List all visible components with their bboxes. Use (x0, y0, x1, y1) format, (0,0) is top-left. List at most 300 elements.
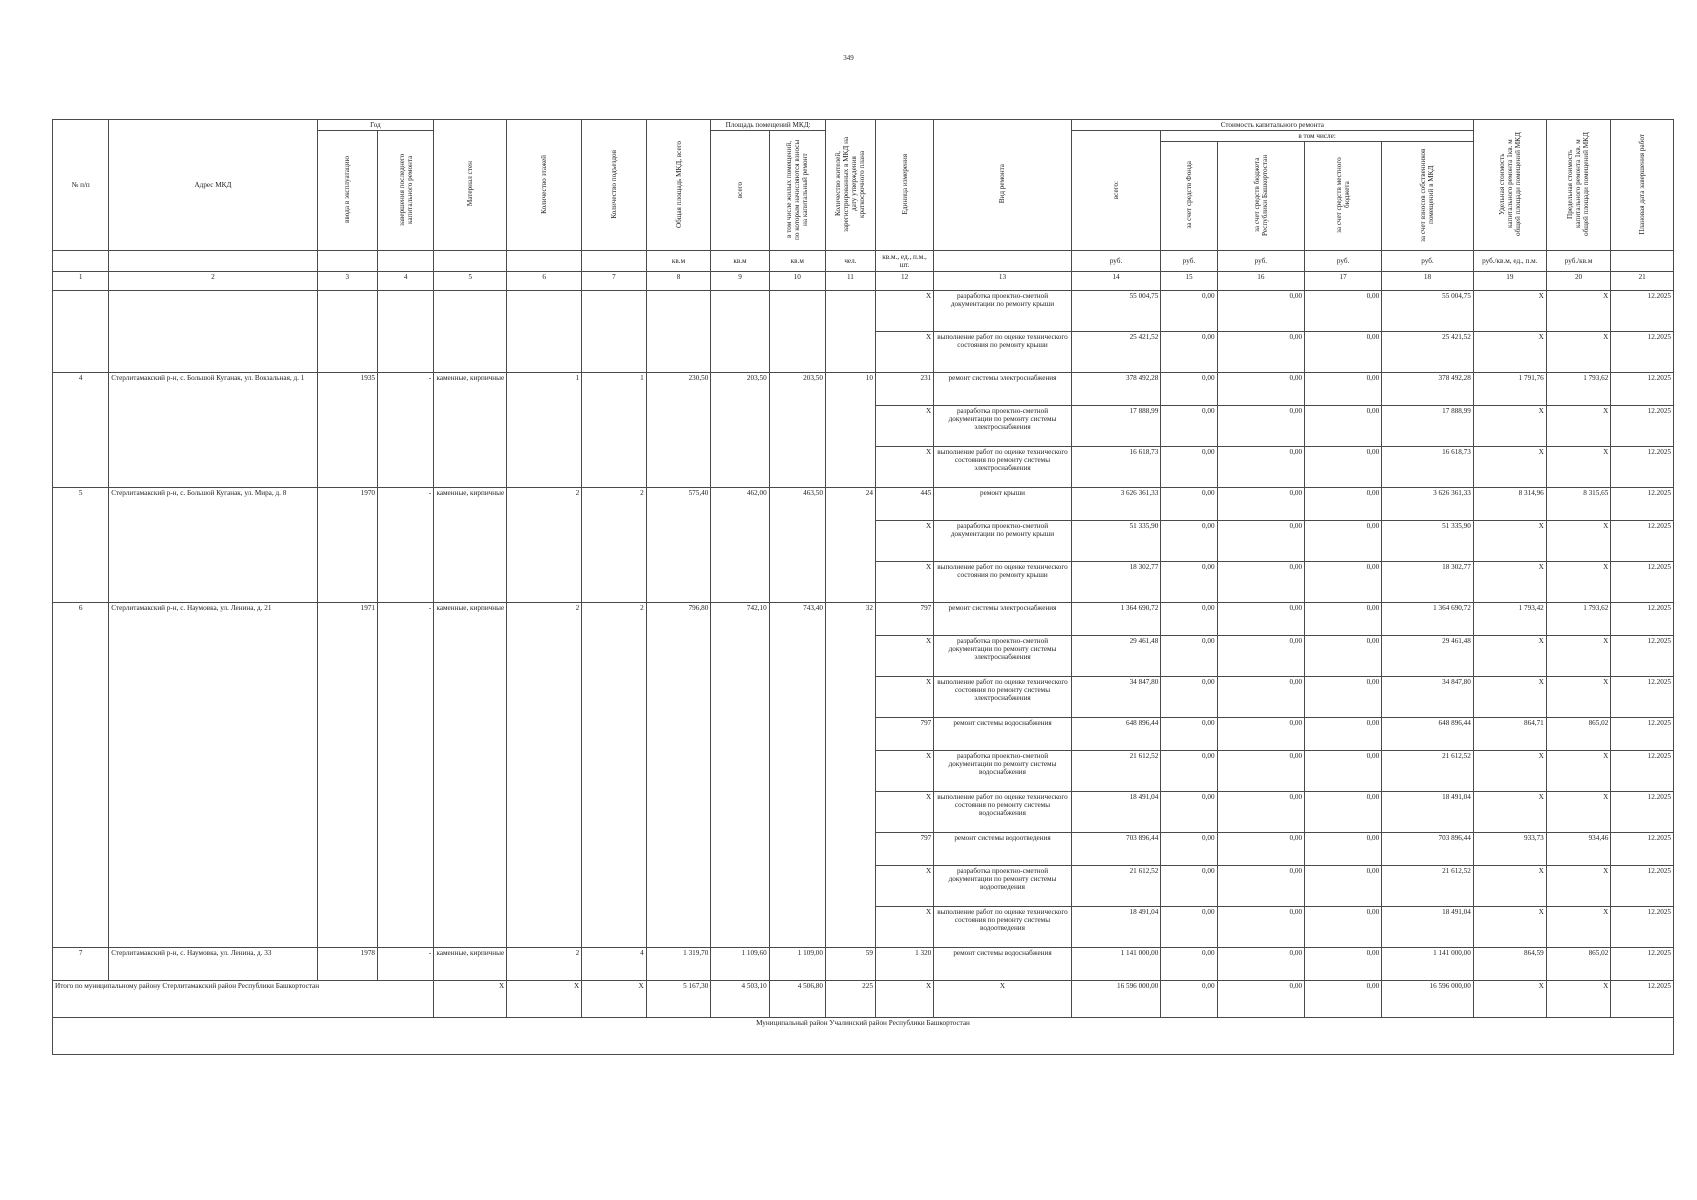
cell-unit: Х (875, 332, 933, 373)
cell-continued (109, 291, 317, 373)
total-work-type: Х (934, 981, 1072, 1018)
cell-max-cost: 1 793,62 (1546, 603, 1611, 636)
section-row (53, 1018, 1674, 1055)
cell-unit-cost: 1 793,42 (1473, 603, 1546, 636)
table-row (53, 373, 1674, 406)
cell-unit: Х (875, 447, 933, 488)
cell-residents: 59 (825, 948, 875, 981)
column-number: 7 (582, 272, 647, 291)
cell-address: Стерлитамакский р-н, с. Наумовка, ул. Ленина, д. 33 (109, 948, 317, 981)
cell-work-type: разработка проектно-сметной документации по ремонту крыши (934, 521, 1072, 562)
column-number: 17 (1305, 272, 1382, 291)
unit-cost-total: руб. (1071, 251, 1161, 272)
cell-cost-total: 25 421,52 (1071, 332, 1161, 373)
cell-cost-local: 0,00 (1305, 948, 1382, 981)
cell-cost-total: 51 335,90 (1071, 521, 1161, 562)
column-number: 19 (1473, 272, 1546, 291)
cell-work-type: выполнение работ по оценке технического состояния по ремонту системы электроснабжения (934, 447, 1072, 488)
cell-unit: Х (875, 677, 933, 718)
cell-year-commission: 1978 (317, 948, 377, 981)
cell-work-type: разработка проектно-сметной документации по ремонту системы электроснабжения (934, 636, 1072, 677)
cell-work-type: разработка проектно-сметной документации по ремонту системы электроснабжения (934, 406, 1072, 447)
cell-cost-owners: 29 461,48 (1382, 636, 1474, 677)
column-number: 14 (1071, 272, 1161, 291)
cell-plan-date: 12.2025 (1611, 291, 1674, 332)
header-cost-fund: за счет средств Фонда (1184, 161, 1193, 229)
cell-no: 7 (53, 948, 109, 981)
cell-year-last-repair: - (378, 373, 434, 488)
total-cost-total: 16 596 000,00 (1071, 981, 1161, 1018)
header-year-last-repair: завершения последнего капитального ремонта (397, 153, 414, 226)
column-number: 5 (434, 272, 507, 291)
cell-cost-local: 0,00 (1305, 866, 1382, 907)
cell-cost-local: 0,00 (1305, 488, 1382, 521)
cell-cost-owners: 55 004,75 (1382, 291, 1474, 332)
cell-year-commission: 1935 (317, 373, 377, 488)
header-cost-total: всего: (1112, 180, 1120, 199)
cell-unit-cost: 864,59 (1473, 948, 1546, 981)
cell-cost-total: 17 888,99 (1071, 406, 1161, 447)
cell-total-area: 1 319,70 (646, 948, 711, 981)
unit-cost-fund: руб. (1161, 251, 1217, 272)
column-numbers-row (53, 272, 1674, 291)
header-area-group: Площадь помещений МКД: (711, 120, 826, 131)
header-cost-local: за счет средств местного бюджета (1335, 157, 1352, 233)
cell-max-cost: Х (1546, 792, 1611, 833)
total-area: 5 167,30 (646, 981, 711, 1018)
cell-plan-date: 12.2025 (1611, 636, 1674, 677)
cell-cost-owners: 25 421,52 (1382, 332, 1474, 373)
cell-total-area: 796,80 (646, 603, 711, 948)
cell-work-type: ремонт системы водоснабжения (934, 948, 1072, 981)
header-cost-owners: за счет взносов собственников помещений в МКД (1419, 148, 1436, 242)
cell-address: Стерлитамакский р-н, с. Большой Куганак, ул. Вокзальная, д. 1 (109, 373, 317, 488)
column-number: 20 (1546, 272, 1611, 291)
total-area-all: 4 503,10 (711, 981, 769, 1018)
cell-area-all: 1 109,60 (711, 948, 769, 981)
cell-cost-rb: 0,00 (1217, 332, 1305, 373)
header-cost-group: Стоимость капитального ремонта (1071, 120, 1473, 131)
cell-cost-local: 0,00 (1305, 373, 1382, 406)
cell-work-type: ремонт системы электроснабжения (934, 603, 1072, 636)
cell-cost-total: 21 612,52 (1071, 751, 1161, 792)
header-unit-cost: Удельная стоимость капитального ремонта 1кв. м общей площади помещений МКД (1497, 132, 1522, 236)
cell-cost-fund: 0,00 (1161, 792, 1217, 833)
cell-continued (53, 291, 109, 373)
cell-continued (507, 291, 582, 373)
cell-plan-date: 12.2025 (1611, 406, 1674, 447)
total-unit: Х (875, 981, 933, 1018)
cell-unit-cost: Х (1473, 521, 1546, 562)
unit-area-incl: кв.м (769, 251, 825, 272)
total-cost-rb: 0,00 (1217, 981, 1305, 1018)
cell-cost-rb: 0,00 (1217, 488, 1305, 521)
cell-work-type: выполнение работ по оценке технического состояния по ремонту системы водоотведения (934, 907, 1072, 948)
column-number: 18 (1382, 272, 1474, 291)
cell-cost-local: 0,00 (1305, 332, 1382, 373)
cell-cost-total: 29 461,48 (1071, 636, 1161, 677)
cell-plan-date: 12.2025 (1611, 948, 1674, 981)
cell-cost-fund: 0,00 (1161, 291, 1217, 332)
cell-cost-fund: 0,00 (1161, 751, 1217, 792)
section-title: Муниципальный район Учалинский район Республики Башкортостан (53, 1018, 1674, 1055)
cell-max-cost: 1 793,62 (1546, 373, 1611, 406)
cell-unit: Х (875, 521, 933, 562)
cell-unit: Х (875, 636, 933, 677)
total-floors: Х (507, 981, 582, 1018)
column-number: 13 (934, 272, 1072, 291)
cell-continued (769, 291, 825, 373)
cell-cost-total: 3 626 361,33 (1071, 488, 1161, 521)
cell-plan-date: 12.2025 (1611, 603, 1674, 636)
cell-cost-fund: 0,00 (1161, 488, 1217, 521)
total-material: Х (434, 981, 507, 1018)
total-area-incl: 4 506,80 (769, 981, 825, 1018)
cell-residents: 32 (825, 603, 875, 948)
column-number: 21 (1611, 272, 1674, 291)
header-area-incl: в том числе жилых помещений, по которым начисляются взносы на капитальный ремонт (785, 139, 810, 240)
cell-unit: 797 (875, 718, 933, 751)
header-total-area: Общая площадь МКД, всего (674, 140, 683, 228)
column-number: 1 (53, 272, 109, 291)
cell-cost-total: 18 491,04 (1071, 907, 1161, 948)
cell-work-type: разработка проектно-сметной документации по ремонту системы водоснабжения (934, 751, 1072, 792)
cell-cost-fund: 0,00 (1161, 603, 1217, 636)
cell-year-last-repair: - (378, 948, 434, 981)
cell-cost-fund: 0,00 (1161, 332, 1217, 373)
cell-continued (317, 291, 377, 373)
cell-cost-owners: 648 896,44 (1382, 718, 1474, 751)
cell-address: Стерлитамакский р-н, с. Наумовка, ул. Ленина, д. 21 (109, 603, 317, 948)
cell-cost-local: 0,00 (1305, 907, 1382, 948)
unit-residents: чел. (825, 251, 875, 272)
cell-work-type: ремонт системы водоснабжения (934, 718, 1072, 751)
total-max-cost: Х (1546, 981, 1611, 1018)
cell-unit: 445 (875, 488, 933, 521)
cell-max-cost: Х (1546, 332, 1611, 373)
cell-continued (646, 291, 711, 373)
cell-cost-rb: 0,00 (1217, 907, 1305, 948)
cell-unit: Х (875, 291, 933, 332)
cell-area-incl: 203,50 (769, 373, 825, 488)
cell-cost-total: 16 618,73 (1071, 447, 1161, 488)
cell-max-cost: Х (1546, 521, 1611, 562)
unit-total-area: кв.м (646, 251, 711, 272)
cell-floors: 2 (507, 603, 582, 948)
cell-area-all: 203,50 (711, 373, 769, 488)
total-cost-local: 0,00 (1305, 981, 1382, 1018)
cell-cost-fund: 0,00 (1161, 718, 1217, 751)
cell-work-type: выполнение работ по оценке технического состояния по ремонту системы водоснабжения (934, 792, 1072, 833)
cell-plan-date: 12.2025 (1611, 907, 1674, 948)
total-label: Итого по муниципальному району Стерлитамакский район Республики Башкортостан (53, 981, 434, 1018)
cell-cost-fund: 0,00 (1161, 677, 1217, 718)
header-cost-rb: за счет средств бюджета Республики Башкортостан (1252, 154, 1269, 236)
cell-work-type: выполнение работ по оценке технического состояния по ремонту крыши (934, 332, 1072, 373)
unit-cost-rb: руб. (1217, 251, 1305, 272)
cell-plan-date: 12.2025 (1611, 332, 1674, 373)
table-row (53, 488, 1674, 521)
cell-area-all: 462,00 (711, 488, 769, 603)
cell-cost-fund: 0,00 (1161, 866, 1217, 907)
page-number: 349 (843, 54, 854, 62)
column-number: 12 (875, 272, 933, 291)
cell-year-last-repair: - (378, 603, 434, 948)
unit-area-all: кв.м (711, 251, 769, 272)
cell-unit-cost: 864,71 (1473, 718, 1546, 751)
cell-address: Стерлитамакский р-н, с. Большой Куганак, ул. Мира, д. 8 (109, 488, 317, 603)
cell-total-area: 230,50 (646, 373, 711, 488)
cell-no: 5 (53, 488, 109, 603)
column-number: 9 (711, 272, 769, 291)
cell-cost-total: 18 491,04 (1071, 792, 1161, 833)
cell-cost-local: 0,00 (1305, 406, 1382, 447)
cell-entrances: 2 (582, 603, 647, 948)
cell-plan-date: 12.2025 (1611, 866, 1674, 907)
cell-cost-rb: 0,00 (1217, 603, 1305, 636)
total-row (53, 981, 1674, 1018)
cell-cost-local: 0,00 (1305, 792, 1382, 833)
cell-work-type: разработка проектно-сметной документации по ремонту системы водоотведения (934, 866, 1072, 907)
cell-unit: Х (875, 907, 933, 948)
cell-plan-date: 12.2025 (1611, 373, 1674, 406)
cell-cost-owners: 3 626 361,33 (1382, 488, 1474, 521)
cell-cost-fund: 0,00 (1161, 833, 1217, 866)
header-year-group: Год (317, 120, 434, 131)
cell-cost-total: 378 492,28 (1071, 373, 1161, 406)
cell-year-last-repair: - (378, 488, 434, 603)
cell-cost-owners: 18 302,77 (1382, 562, 1474, 603)
header-no: № п/п (53, 120, 109, 251)
cell-work-type: ремонт крыши (934, 488, 1072, 521)
cell-max-cost: Х (1546, 447, 1611, 488)
cell-entrances: 2 (582, 488, 647, 603)
cell-cost-owners: 18 491,04 (1382, 907, 1474, 948)
cell-plan-date: 12.2025 (1611, 677, 1674, 718)
column-number: 6 (507, 272, 582, 291)
total-unit-cost: Х (1473, 981, 1546, 1018)
cell-cost-total: 1 364 690,72 (1071, 603, 1161, 636)
column-number: 10 (769, 272, 825, 291)
cell-year-commission: 1971 (317, 603, 377, 948)
cell-unit: Х (875, 751, 933, 792)
cell-unit-cost: 1 791,76 (1473, 373, 1546, 406)
cell-cost-rb: 0,00 (1217, 751, 1305, 792)
cell-wall-material: каменные, кирпичные (434, 488, 507, 603)
table-row (53, 291, 1674, 332)
cell-plan-date: 12.2025 (1611, 562, 1674, 603)
cell-unit-cost: Х (1473, 751, 1546, 792)
capital-repair-plan-table (52, 119, 1674, 1055)
cell-cost-total: 1 141 000,00 (1071, 948, 1161, 981)
unit-cost-owners: руб. (1382, 251, 1474, 272)
cell-work-type: ремонт системы водоотведения (934, 833, 1072, 866)
cell-area-incl: 463,50 (769, 488, 825, 603)
cell-floors: 2 (507, 948, 582, 981)
cell-cost-owners: 21 612,52 (1382, 751, 1474, 792)
cell-max-cost: Х (1546, 636, 1611, 677)
cell-cost-rb: 0,00 (1217, 521, 1305, 562)
cell-total-area: 575,40 (646, 488, 711, 603)
cell-unit-cost: 933,73 (1473, 833, 1546, 866)
unit-unit-cost: руб./кв.м, ед., п.м. (1473, 251, 1546, 272)
cell-wall-material: каменные, кирпичные (434, 948, 507, 981)
cell-unit: Х (875, 792, 933, 833)
cell-cost-owners: 378 492,28 (1382, 373, 1474, 406)
cell-cost-fund: 0,00 (1161, 406, 1217, 447)
column-number: 3 (317, 272, 377, 291)
cell-cost-fund: 0,00 (1161, 521, 1217, 562)
cell-unit: Х (875, 406, 933, 447)
cell-cost-local: 0,00 (1305, 447, 1382, 488)
cell-cost-fund: 0,00 (1161, 562, 1217, 603)
cell-cost-rb: 0,00 (1217, 948, 1305, 981)
column-number: 4 (378, 272, 434, 291)
cell-cost-fund: 0,00 (1161, 636, 1217, 677)
cell-cost-total: 648 896,44 (1071, 718, 1161, 751)
cell-plan-date: 12.2025 (1611, 718, 1674, 751)
cell-cost-rb: 0,00 (1217, 718, 1305, 751)
cell-area-all: 742,10 (711, 603, 769, 948)
column-number: 16 (1217, 272, 1305, 291)
cell-unit-cost: Х (1473, 447, 1546, 488)
cell-cost-total: 55 004,75 (1071, 291, 1161, 332)
cell-plan-date: 12.2025 (1611, 833, 1674, 866)
cell-cost-local: 0,00 (1305, 291, 1382, 332)
cell-entrances: 4 (582, 948, 647, 981)
cell-cost-owners: 34 847,80 (1382, 677, 1474, 718)
cell-cost-owners: 16 618,73 (1382, 447, 1474, 488)
cell-cost-local: 0,00 (1305, 636, 1382, 677)
header-max-cost: Предельная стоимость капитального ремонта 1кв. м общей площади помещений МКД (1566, 132, 1591, 236)
cell-cost-owners: 21 612,52 (1382, 866, 1474, 907)
cell-cost-rb: 0,00 (1217, 291, 1305, 332)
cell-area-incl: 1 109,00 (769, 948, 825, 981)
cell-cost-local: 0,00 (1305, 603, 1382, 636)
cell-unit: 797 (875, 833, 933, 866)
cell-unit: 231 (875, 373, 933, 406)
cell-cost-local: 0,00 (1305, 677, 1382, 718)
cell-plan-date: 12.2025 (1611, 488, 1674, 521)
cell-max-cost: Х (1546, 907, 1611, 948)
header-unit: Единица измерения (900, 153, 909, 215)
cell-work-type: ремонт системы электроснабжения (934, 373, 1072, 406)
cell-plan-date: 12.2025 (1611, 521, 1674, 562)
cell-max-cost: Х (1546, 562, 1611, 603)
cell-floors: 2 (507, 488, 582, 603)
cell-wall-material: каменные, кирпичные (434, 603, 507, 948)
table-row (53, 603, 1674, 636)
cell-unit-cost: Х (1473, 406, 1546, 447)
cell-continued (825, 291, 875, 373)
header-address: Адрес МКД (109, 120, 317, 251)
cell-area-incl: 743,40 (769, 603, 825, 948)
cell-work-type: выполнение работ по оценке технического состояния по ремонту системы электроснабжения (934, 677, 1072, 718)
cell-cost-rb: 0,00 (1217, 677, 1305, 718)
total-entrances: Х (582, 981, 647, 1018)
header-residents: Количество жителей, зарегистрированных в МКД на дату утверждения краткосрочного плана (834, 136, 867, 232)
unit-cost-local: руб. (1305, 251, 1382, 272)
cell-no: 4 (53, 373, 109, 488)
cell-cost-local: 0,00 (1305, 751, 1382, 792)
cell-continued (582, 291, 647, 373)
header-wall-material: Материал стен (466, 161, 475, 207)
cell-cost-rb: 0,00 (1217, 866, 1305, 907)
cell-unit-cost: Х (1473, 562, 1546, 603)
cell-max-cost: 934,46 (1546, 833, 1611, 866)
cell-cost-rb: 0,00 (1217, 373, 1305, 406)
total-residents: 225 (825, 981, 875, 1018)
cell-cost-owners: 17 888,99 (1382, 406, 1474, 447)
cell-cost-total: 21 612,52 (1071, 866, 1161, 907)
cell-no: 6 (53, 603, 109, 948)
header-work-type: Вид ремонта (998, 164, 1007, 204)
cell-max-cost: Х (1546, 866, 1611, 907)
cell-cost-owners: 1 364 690,72 (1382, 603, 1474, 636)
cell-plan-date: 12.2025 (1611, 792, 1674, 833)
header-year-commission: ввода в эксплуатацию (343, 156, 352, 224)
cell-cost-fund: 0,00 (1161, 373, 1217, 406)
cell-work-type: выполнение работ по оценке технического состояния по ремонту крыши (934, 562, 1072, 603)
cell-cost-owners: 51 335,90 (1382, 521, 1474, 562)
cell-cost-local: 0,00 (1305, 833, 1382, 866)
cell-plan-date: 12.2025 (1611, 751, 1674, 792)
cell-cost-fund: 0,00 (1161, 447, 1217, 488)
cell-unit-cost: Х (1473, 332, 1546, 373)
cell-max-cost: 865,02 (1546, 718, 1611, 751)
cell-cost-total: 703 896,44 (1071, 833, 1161, 866)
cell-unit-cost: Х (1473, 677, 1546, 718)
cell-residents: 24 (825, 488, 875, 603)
header-area-all: всего (735, 181, 744, 198)
column-number: 11 (825, 272, 875, 291)
cell-unit-cost: Х (1473, 636, 1546, 677)
cell-unit: 1 320 (875, 948, 933, 981)
cell-cost-fund: 0,00 (1161, 948, 1217, 981)
cell-cost-rb: 0,00 (1217, 792, 1305, 833)
cell-entrances: 1 (582, 373, 647, 488)
cell-max-cost: Х (1546, 291, 1611, 332)
column-number: 8 (646, 272, 711, 291)
cell-continued (378, 291, 434, 373)
total-cost-fund: 0,00 (1161, 981, 1217, 1018)
unit-unit: кв.м., ед., п.м., шт. (875, 251, 933, 272)
cell-max-cost: Х (1546, 677, 1611, 718)
cell-cost-owners: 18 491,04 (1382, 792, 1474, 833)
cell-cost-rb: 0,00 (1217, 833, 1305, 866)
cell-unit-cost: Х (1473, 792, 1546, 833)
cell-continued (711, 291, 769, 373)
header-plan-date: Плановая дата завершения работ (1638, 133, 1647, 235)
cell-max-cost: Х (1546, 751, 1611, 792)
cell-unit-cost: 8 314,96 (1473, 488, 1546, 521)
cell-cost-rb: 0,00 (1217, 406, 1305, 447)
cell-floors: 1 (507, 373, 582, 488)
cell-cost-fund: 0,00 (1161, 907, 1217, 948)
table-row (53, 948, 1674, 981)
cell-unit: Х (875, 562, 933, 603)
cell-cost-total: 34 847,80 (1071, 677, 1161, 718)
total-plan-date: 12.2025 (1611, 981, 1674, 1018)
cell-max-cost: 8 315,65 (1546, 488, 1611, 521)
cell-cost-rb: 0,00 (1217, 636, 1305, 677)
cell-cost-local: 0,00 (1305, 521, 1382, 562)
cell-max-cost: Х (1546, 406, 1611, 447)
cell-cost-local: 0,00 (1305, 718, 1382, 751)
cell-unit: Х (875, 866, 933, 907)
cell-unit-cost: Х (1473, 907, 1546, 948)
header-entrances: Количество подъездов (609, 149, 618, 219)
